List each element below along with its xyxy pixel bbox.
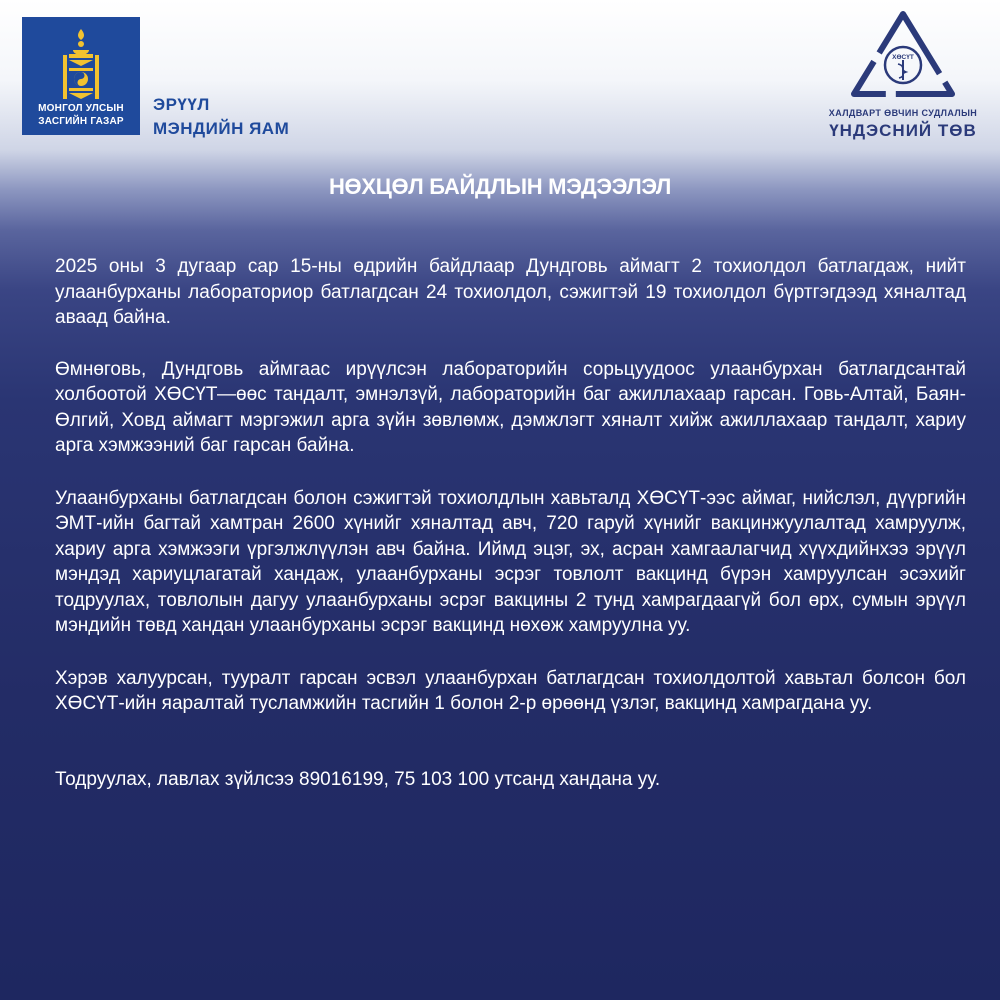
gov-logo-caption-line2: ЗАСГИЙН ГАЗАР <box>38 116 124 127</box>
nccd-name-line1: ХАЛДВАРТ ӨВЧИН СУДЛАЛЫН <box>828 108 978 118</box>
paragraph-vaccination-advice: Улаанбурханы батлагдсан болон сэжигтэй тохиолдлын хавьталд ХӨСҮТ-ээс аймаг, нийслэл, дүүргийн ЭМТ-ийн багтай хамтран 2600 хүнийг хяналтад авч, 720 гаруй хүнийг вакцинжуулалтад хамруулж, хариу арга хэмжээги үргэлжлүүлэн авч байна. Иймд эцэг, эх, асран хамгаалагчид хүүхдийнхээ эрүүл мэндэд хариуцлагатай хандаж, улаанбурханы эсрэг товлолт вакцинд бүрэн хамруулсан эсэхийг тодруулах, товлолын дагуу улаанбурханы эсрэг вакцины 2 тунд хамрагдаагүй бол өрх, сумын эрүүл мэндийн төвд хандан улаанбурханы эсрэг вакцинд нөхөж хамруулна уу. <box>55 487 966 636</box>
paragraph-emergency-instructions: Хэрэв халуурсан, тууралт гарсан эсвэл улаанбурхан батлагдсан тохиолдолтой хавьтал болсон бол ХӨСҮТ-ийн яаралтай тусламжийн тасгийн 1 болон 2-р өрөөнд үзлэг, вакцинд хамрагдана уу. <box>55 667 966 714</box>
nccd-emblem-text: ХӨСҮТ <box>892 54 914 61</box>
paragraph-response-teams: Өмнөговь, Дундговь аймгаас ирүүлсэн лабораторийн сорьцуудоос улаанбурхан батлагдсантай холбоотой ХӨСҮТ—өөс тандалт, эмнэлзүй, лабораторийн баг ажиллахаар гарсан. Говь-Алтай, Баян-Өлгий, Ховд аймагт мэргэжил арга зүйн зөвлөмж, дэмжлэгт хяналт хийж ажиллахаар тандалт, хариу арга хэмжээний баг гарсан байна. <box>55 358 966 456</box>
announcement-body <box>55 254 966 792</box>
nccd-name-line2: ҮНДЭСНИЙ ТӨВ <box>829 121 977 140</box>
ministry-name <box>153 93 289 141</box>
gov-logo-caption-line1: МОНГОЛ УЛСЫН <box>38 103 124 114</box>
paragraph-contact-info: Тодруулах, лавлах зүйлсээ 89016199, 75 103 100 утсанд хандана уу. <box>55 768 661 790</box>
page-title: НӨХЦӨЛ БАЙДЛЫН МЭДЭЭЛЭЛ <box>328 174 672 199</box>
ministry-name-line1: ЭРҮҮЛ <box>153 95 210 114</box>
mongolian-government-logo <box>22 17 140 135</box>
nccd-logo <box>818 10 988 140</box>
paragraph-case-summary: 2025 оны 3 дугаар сар 15-ны өдрийн байдлаар Дундговь аймагт 2 тохиолдол батлагдаж, нийт улаанбурханы лабораториор батлагдсан 24 тохиолдол, сэжигтэй 19 тохиолдол бүртгэгдээд хяналтад аваад байна. <box>55 256 966 328</box>
soyombo-emblem-icon <box>60 27 102 101</box>
nccd-triangle-emblem-icon <box>848 10 958 100</box>
ministry-name-line2: МЭНДИЙН ЯАМ <box>153 119 290 138</box>
